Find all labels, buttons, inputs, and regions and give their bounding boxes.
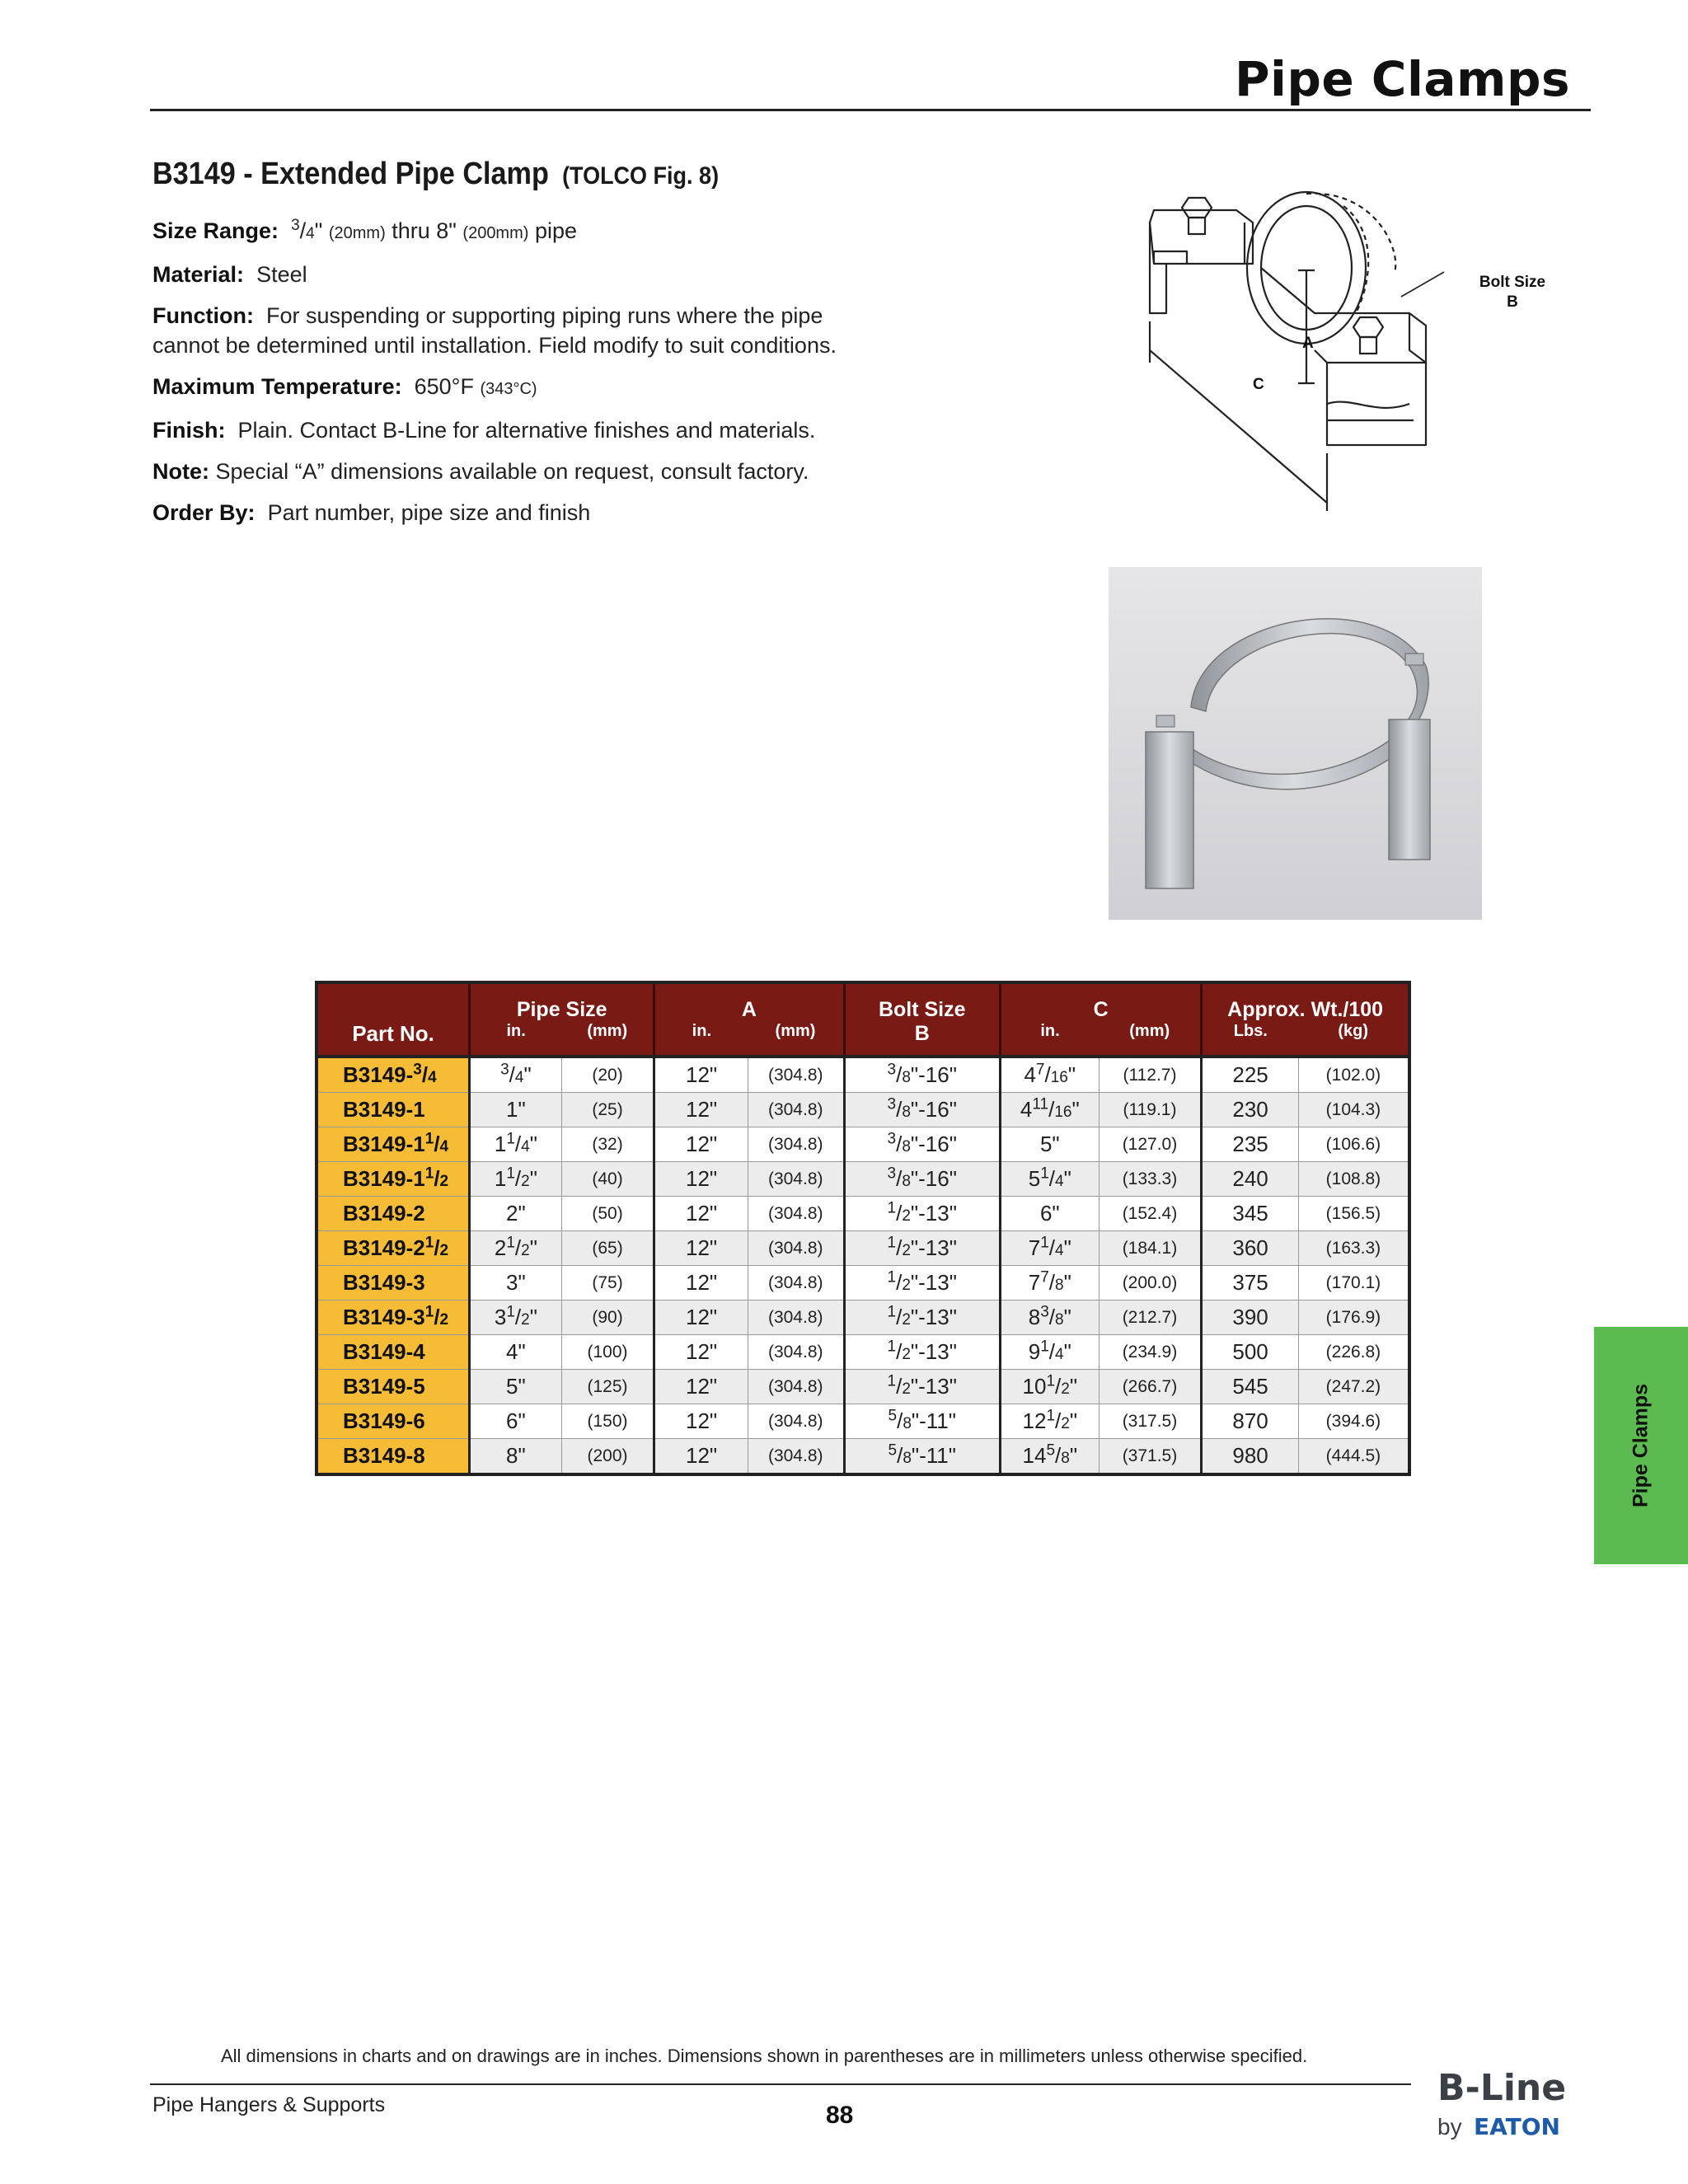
weight-lbs: 545 — [1202, 1370, 1299, 1404]
bolt-size: $^1$/2"-13" — [844, 1370, 1000, 1404]
product-title — [152, 157, 719, 192]
pipe-size-mm: (25) — [561, 1093, 654, 1127]
weight-lbs: 500 — [1202, 1335, 1299, 1370]
part-number: B3149-2 — [316, 1197, 470, 1231]
weight-lbs: 240 — [1202, 1162, 1299, 1197]
table-row — [316, 1162, 1409, 1197]
weight-kg: (106.6) — [1298, 1127, 1409, 1162]
c-mm: (371.5) — [1099, 1439, 1202, 1475]
c-in: $5^1/4$" — [1000, 1162, 1099, 1197]
pipe-size-in: 2" — [470, 1197, 562, 1231]
clamp-product-photo — [1109, 567, 1482, 920]
a-mm: (304.8) — [748, 1439, 844, 1475]
a-in: 12" — [654, 1231, 748, 1266]
header-weight: Approx. Wt./100 — [1202, 982, 1409, 1022]
c-mm: (200.0) — [1099, 1266, 1202, 1301]
table-row — [316, 1093, 1409, 1127]
pipe-size-in: $1^1/4$" — [470, 1127, 562, 1162]
c-mm: (184.1) — [1099, 1231, 1202, 1266]
part-number: B3149-1 — [316, 1093, 470, 1127]
spec-size-range: Size Range: $^3$/4" (20mm) thru 8" (200mm) pipe — [152, 217, 577, 243]
spec-finish: Finish: Plain. Contact B-Line for alternative finishes and materials. — [152, 418, 816, 443]
part-number: $B3149-2^1/2$ — [316, 1231, 470, 1266]
weight-lbs: 980 — [1202, 1439, 1299, 1475]
table-row — [316, 1335, 1409, 1370]
weight-kg: (226.8) — [1298, 1335, 1409, 1370]
c-in: $8^3/8$" — [1000, 1301, 1099, 1335]
part-number: B3149-3 — [316, 1266, 470, 1301]
page-title: Pipe Clamps — [1235, 51, 1570, 107]
bolt-size-letter: B — [1507, 293, 1518, 311]
header-bolt-b: B — [844, 1022, 1000, 1057]
pipe-size-in: $3^1/2$" — [470, 1301, 562, 1335]
weight-lbs: 360 — [1202, 1231, 1299, 1266]
table-row — [316, 1197, 1409, 1231]
bolt-size: $^1$/2"-13" — [844, 1266, 1000, 1301]
bolt-size: $^5$/8"-11" — [844, 1439, 1000, 1475]
a-mm: (304.8) — [748, 1370, 844, 1404]
c-mm: (133.3) — [1099, 1162, 1202, 1197]
pipe-size-in: $1^1/2$" — [470, 1162, 562, 1197]
a-mm: (304.8) — [748, 1127, 844, 1162]
bolt-size: $^3$/8"-16" — [844, 1093, 1000, 1127]
a-in: 12" — [654, 1162, 748, 1197]
c-in: $10^1/2$" — [1000, 1370, 1099, 1404]
a-in: 12" — [654, 1266, 748, 1301]
pipe-size-in: 5" — [470, 1370, 562, 1404]
specifications — [152, 216, 894, 539]
c-in: $12^1/2$" — [1000, 1404, 1099, 1439]
table-row — [316, 1231, 1409, 1266]
part-number: B3149-6 — [316, 1404, 470, 1439]
spec-note: Note: Special “A” dimensions available on request, consult factory. — [152, 459, 809, 484]
pipe-size-in: 3" — [470, 1266, 562, 1301]
weight-kg: (104.3) — [1298, 1093, 1409, 1127]
c-mm: (119.1) — [1099, 1093, 1202, 1127]
c-mm: (317.5) — [1099, 1404, 1202, 1439]
product-code-title: B3149 - Extended Pipe Clamp — [152, 157, 549, 191]
part-number: $B3149-1^1/2$ — [316, 1162, 470, 1197]
c-in: $9^1/4$" — [1000, 1335, 1099, 1370]
bolt-size: $^3$/8"-16" — [844, 1057, 1000, 1093]
footer-section-title: Pipe Hangers & Supports — [152, 2093, 386, 2116]
weight-kg: (170.1) — [1298, 1266, 1409, 1301]
weight-kg: (163.3) — [1298, 1231, 1409, 1266]
pipe-size-in: 1" — [470, 1093, 562, 1127]
c-mm: (234.9) — [1099, 1335, 1202, 1370]
c-mm: (152.4) — [1099, 1197, 1202, 1231]
bolt-size: $^1$/2"-13" — [844, 1301, 1000, 1335]
c-mm: (212.7) — [1099, 1301, 1202, 1335]
svg-text:EATON: EATON — [1474, 2113, 1560, 2140]
weight-kg: (247.2) — [1298, 1370, 1409, 1404]
part-number: B3149-4 — [316, 1335, 470, 1370]
svg-text:B-Line: B-Line — [1437, 2067, 1567, 2109]
weight-lbs: 870 — [1202, 1404, 1299, 1439]
clamp-line-drawing — [1137, 173, 1599, 519]
c-in: $4^{11}/16$" — [1000, 1093, 1099, 1127]
table-row — [316, 1266, 1409, 1301]
header-weight-kg: (kg) — [1298, 1022, 1409, 1057]
table-row — [316, 1057, 1409, 1093]
weight-kg: (444.5) — [1298, 1439, 1409, 1475]
bline-eaton-logo — [1434, 2060, 1591, 2143]
a-mm: (304.8) — [748, 1057, 844, 1093]
pipe-size-mm: (50) — [561, 1197, 654, 1231]
part-number: B3149-8 — [316, 1439, 470, 1475]
header-pipe-mm: (mm) — [561, 1022, 654, 1057]
part-number: $B3149-3^1/2$ — [316, 1301, 470, 1335]
pipe-size-mm: (125) — [561, 1370, 654, 1404]
header-weight-lbs: Lbs. — [1202, 1022, 1299, 1057]
a-in: 12" — [654, 1127, 748, 1162]
c-in: 6" — [1000, 1197, 1099, 1231]
c-in: $7^7/8$" — [1000, 1266, 1099, 1301]
a-mm: (304.8) — [748, 1266, 844, 1301]
part-number: B3149-5 — [316, 1370, 470, 1404]
a-mm: (304.8) — [748, 1162, 844, 1197]
svg-text:by: by — [1437, 2114, 1462, 2139]
header-c: C — [1000, 982, 1201, 1022]
pipe-size-in: 4" — [470, 1335, 562, 1370]
weight-kg: (394.6) — [1298, 1404, 1409, 1439]
weight-kg: (156.5) — [1298, 1197, 1409, 1231]
bolt-size: $^5$/8"-11" — [844, 1404, 1000, 1439]
pipe-size-mm: (90) — [561, 1301, 654, 1335]
dim-a-label: A — [1302, 335, 1314, 352]
a-in: 12" — [654, 1057, 748, 1093]
a-mm: (304.8) — [748, 1301, 844, 1335]
c-mm: (266.7) — [1099, 1370, 1202, 1404]
a-in: 12" — [654, 1335, 748, 1370]
header-pipe-size: Pipe Size — [470, 982, 654, 1022]
pipe-size-in: 6" — [470, 1404, 562, 1439]
table-row — [316, 1127, 1409, 1162]
pipe-size-in: $^3$/4" — [470, 1057, 562, 1093]
header-rule — [150, 109, 1591, 111]
c-in: 5" — [1000, 1127, 1099, 1162]
bolt-size: $^3$/8"-16" — [844, 1162, 1000, 1197]
pipe-size-mm: (200) — [561, 1439, 654, 1475]
a-mm: (304.8) — [748, 1197, 844, 1231]
section-side-tab[interactable]: Pipe Clamps — [1594, 1327, 1688, 1564]
spec-function: Function: For suspending or supporting piping runs where the pipe cannot be determined until installation. Field modify to suit conditions. — [152, 303, 837, 358]
header-pipe-in: in. — [470, 1022, 562, 1057]
pipe-size-mm: (150) — [561, 1404, 654, 1439]
a-in: 12" — [654, 1370, 748, 1404]
a-mm: (304.8) — [748, 1231, 844, 1266]
part-number: $B3149-1^1/4$ — [316, 1127, 470, 1162]
dim-c-label: C — [1253, 376, 1264, 393]
weight-lbs: 375 — [1202, 1266, 1299, 1301]
header-a-in: in. — [654, 1022, 748, 1057]
weight-lbs: 230 — [1202, 1093, 1299, 1127]
pipe-size-in: 8" — [470, 1439, 562, 1475]
a-in: 12" — [654, 1197, 748, 1231]
footnote: All dimensions in charts and on drawings are in inches. Dimensions shown in parentheses are in millimeters unless otherwise specified. — [221, 2046, 1308, 2066]
table-row — [316, 1404, 1409, 1439]
bolt-size-label: Bolt Size — [1479, 274, 1546, 291]
c-in: $4^7/16$" — [1000, 1057, 1099, 1093]
a-in: 12" — [654, 1301, 748, 1335]
pipe-size-mm: (20) — [561, 1057, 654, 1093]
a-in: 12" — [654, 1404, 748, 1439]
product-figure: (TOLCO Fig. 8) — [562, 162, 720, 190]
pipe-size-mm: (75) — [561, 1266, 654, 1301]
weight-kg: (176.9) — [1298, 1301, 1409, 1335]
a-mm: (304.8) — [748, 1335, 844, 1370]
a-in: 12" — [654, 1093, 748, 1127]
weight-lbs: 235 — [1202, 1127, 1299, 1162]
bolt-size: $^1$/2"-13" — [844, 1197, 1000, 1231]
header-a-mm: (mm) — [748, 1022, 844, 1057]
spec-order-by: Order By: Part number, pipe size and finish — [152, 500, 591, 525]
weight-kg: (102.0) — [1298, 1057, 1409, 1093]
pipe-size-in: $2^1/2$" — [470, 1231, 562, 1266]
weight-lbs: 390 — [1202, 1301, 1299, 1335]
header-part-no: Part No. — [316, 982, 470, 1057]
spec-material: Material: Steel — [152, 262, 307, 287]
footer-rule — [150, 2083, 1411, 2085]
table-row — [316, 1370, 1409, 1404]
part-number: B3149-$^3$/4 — [316, 1057, 470, 1093]
table-row — [316, 1439, 1409, 1475]
bolt-size: $^1$/2"-13" — [844, 1335, 1000, 1370]
dimension-table — [315, 981, 1411, 1476]
a-mm: (304.8) — [748, 1093, 844, 1127]
header-bolt-size: Bolt Size — [844, 982, 1000, 1022]
table-row — [316, 1301, 1409, 1335]
bolt-size: $^1$/2"-13" — [844, 1231, 1000, 1266]
weight-lbs: 345 — [1202, 1197, 1299, 1231]
a-mm: (304.8) — [748, 1404, 844, 1439]
bolt-size: $^3$/8"-16" — [844, 1127, 1000, 1162]
weight-kg: (108.8) — [1298, 1162, 1409, 1197]
spec-max-temperature: Maximum Temperature: 650°F (343°C) — [152, 374, 537, 399]
header-c-mm: (mm) — [1099, 1022, 1202, 1057]
a-in: 12" — [654, 1439, 748, 1475]
header-c-in: in. — [1000, 1022, 1099, 1057]
header-a: A — [654, 982, 844, 1022]
c-in: $7^1/4$" — [1000, 1231, 1099, 1266]
pipe-size-mm: (32) — [561, 1127, 654, 1162]
weight-lbs: 225 — [1202, 1057, 1299, 1093]
pipe-size-mm: (65) — [561, 1231, 654, 1266]
page-number: 88 — [826, 2102, 854, 2129]
pipe-size-mm: (40) — [561, 1162, 654, 1197]
c-in: $14^5/8$" — [1000, 1439, 1099, 1475]
pipe-size-mm: (100) — [561, 1335, 654, 1370]
c-mm: (127.0) — [1099, 1127, 1202, 1162]
c-mm: (112.7) — [1099, 1057, 1202, 1093]
